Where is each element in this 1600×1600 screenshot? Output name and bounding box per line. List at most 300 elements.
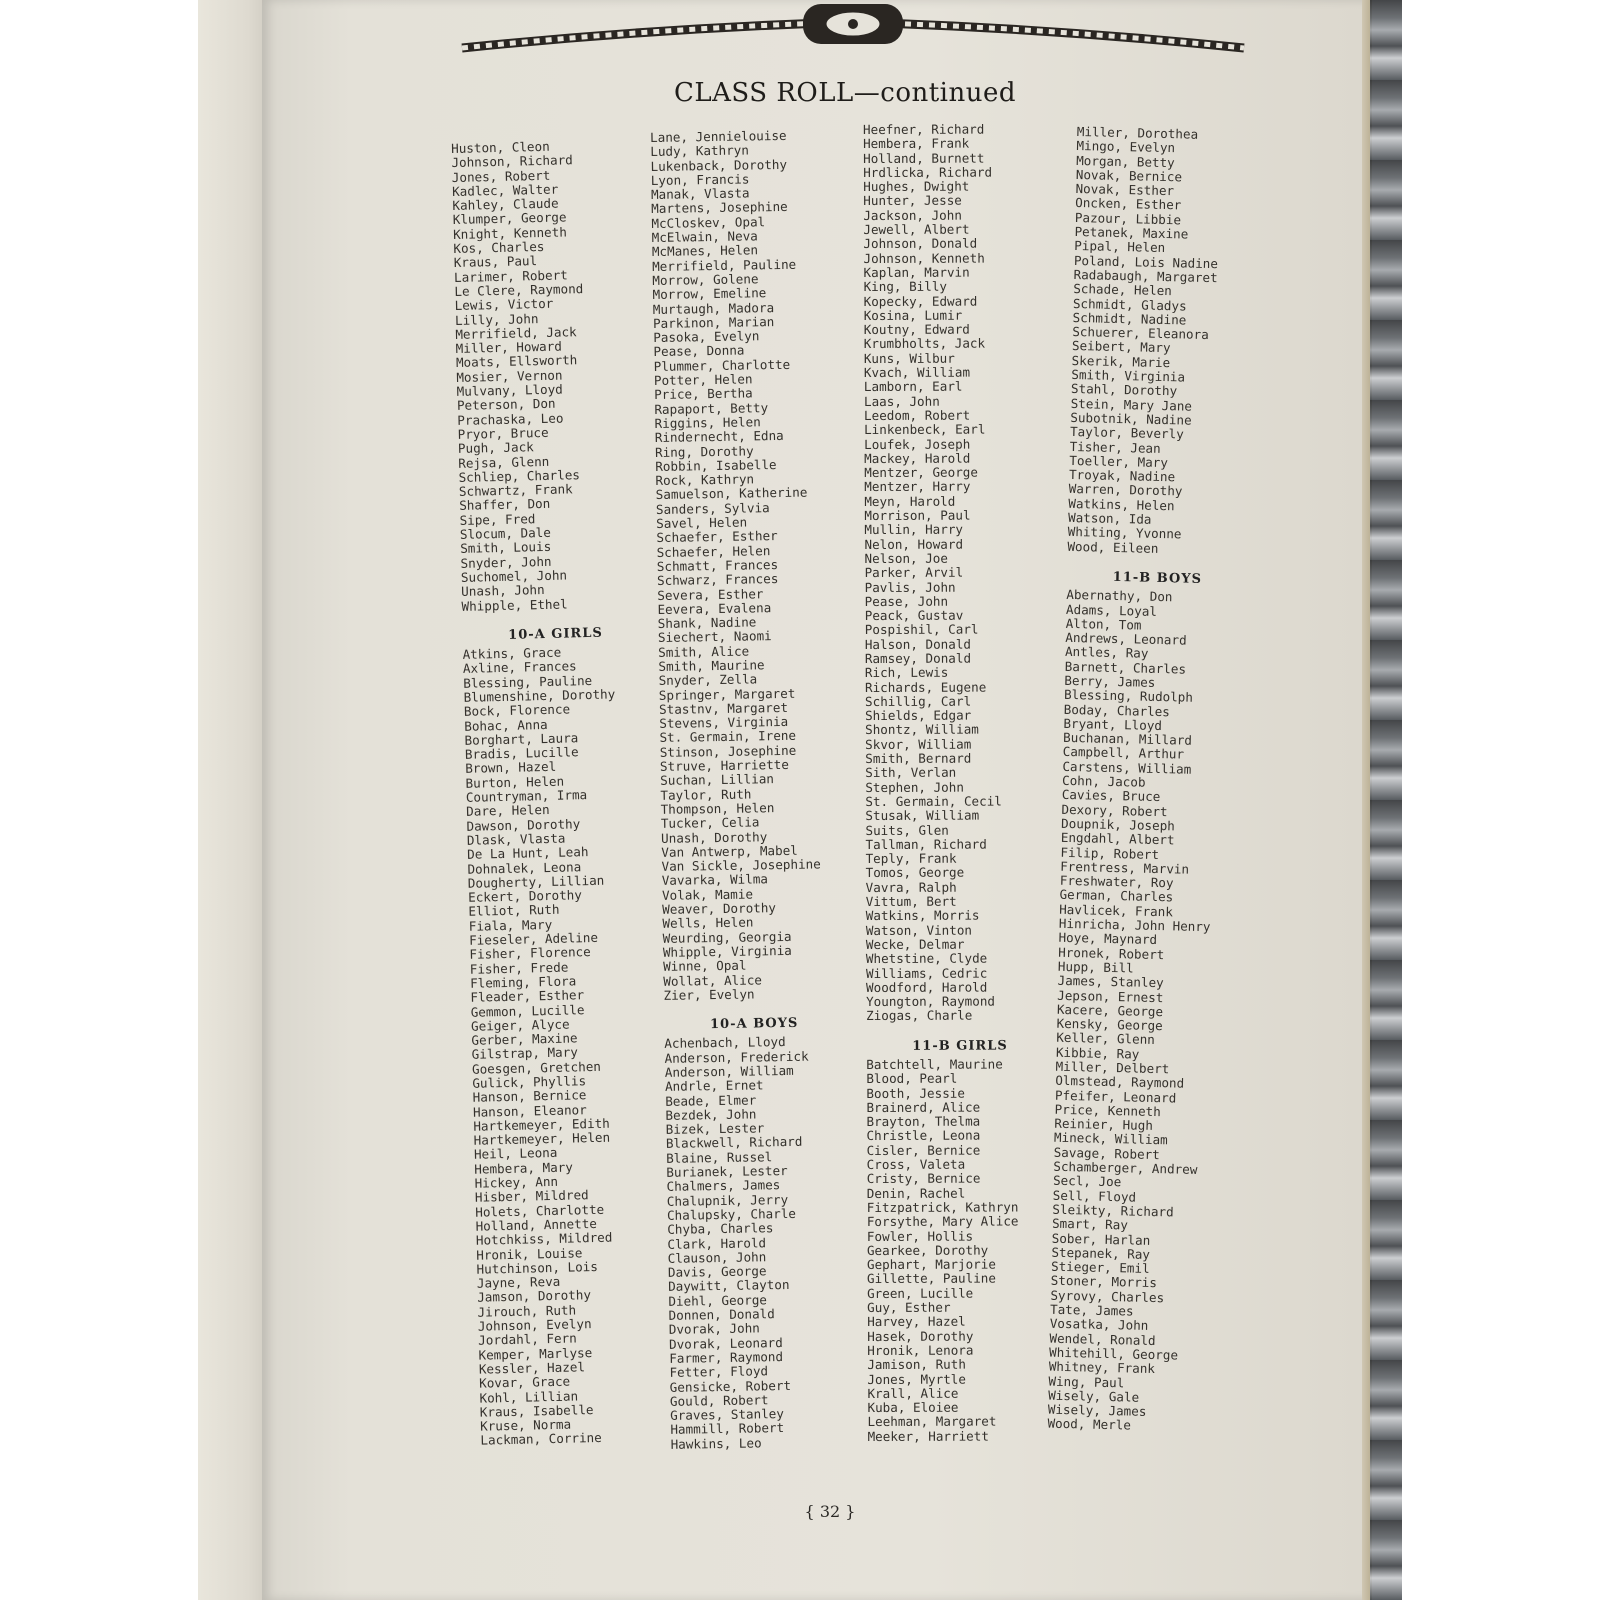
student-name: Leedom, Robert	[863, 407, 971, 423]
student-name: Kraus, Paul	[453, 253, 538, 271]
student-name: Williams, Cedric	[865, 965, 988, 981]
student-name: Hammill, Robert	[670, 1420, 785, 1438]
student-name: Unash, Dorothy	[660, 828, 768, 846]
student-name: Lukenback, Dorothy	[650, 156, 788, 174]
student-name: Alton, Tom	[1065, 615, 1142, 633]
student-name: Vavra, Ralph	[865, 879, 957, 895]
student-name: Stepanek, Ray	[1051, 1244, 1151, 1262]
student-name: Schwartz, Frank	[458, 481, 573, 500]
student-name: Hanson, Eleanor	[472, 1101, 587, 1120]
student-name: Dohnalek, Leona	[467, 858, 582, 877]
student-name: Lyon, Francis	[650, 171, 750, 188]
student-name: Schmidt, Nadine	[1072, 309, 1187, 328]
student-name: Burianek, Lester	[666, 1163, 788, 1180]
student-name: Pryor, Bruce	[457, 424, 549, 442]
student-name: Stastnv, Margaret	[658, 699, 789, 717]
student-name: Hutchinson, Lois	[476, 1258, 599, 1277]
student-name: Whetstine, Clyde	[865, 950, 988, 967]
student-name: Hronik, Lenora	[867, 1342, 974, 1358]
student-name: Struve, Harriette	[659, 756, 789, 774]
student-name: Hembera, Mary	[474, 1159, 574, 1177]
student-name: Stevens, Virginia	[659, 714, 789, 732]
student-name: Schuerer, Eleanora	[1072, 324, 1209, 343]
student-name: Freshwater, Roy	[1059, 872, 1174, 891]
student-name: Pfeifer, Leonard	[1054, 1087, 1177, 1106]
student-name: Suits, Glen	[865, 822, 949, 838]
student-name: Lamborn, Earl	[863, 378, 963, 395]
student-name: Wood, Eileen	[1067, 538, 1159, 556]
section-heading: 11-B BOYS	[1112, 569, 1203, 587]
student-name: Kosina, Lumir	[863, 307, 963, 323]
student-name: Van Antwerp, Mabel	[661, 842, 798, 860]
student-name: Tate, James	[1049, 1301, 1134, 1319]
student-name: Loufek, Joseph	[864, 436, 971, 452]
student-name: Riggins, Helen	[654, 414, 761, 431]
student-name: Kacere, George	[1056, 1001, 1164, 1019]
student-name: Schwarz, Frances	[656, 571, 779, 589]
student-name: Kuba, Eloiee	[867, 1399, 959, 1416]
student-name: Stieger, Emil	[1050, 1258, 1150, 1277]
student-name: Schillig, Carl	[864, 693, 972, 709]
student-name: Stusak, William	[865, 807, 980, 824]
student-name: Denin, Rachel	[866, 1185, 966, 1201]
student-name: Pavlis, John	[864, 579, 956, 595]
student-name: Donnen, Donald	[668, 1306, 775, 1323]
student-name: Fitzpatrick, Kathryn	[866, 1199, 1019, 1215]
student-name: Merrifield, Pauline	[652, 256, 797, 274]
student-name: Morgan, Betty	[1076, 152, 1175, 170]
student-name: Dawson, Dorothy	[466, 815, 581, 834]
student-name: Watkins, Helen	[1068, 495, 1175, 514]
student-name: Rejsa, Glenn	[458, 453, 550, 471]
student-name: Hronik, Louise	[476, 1244, 583, 1263]
student-name: Watson, Vinton	[865, 922, 972, 938]
student-name: Brainerd, Alice	[866, 1099, 981, 1115]
student-name: Toeller, Mary	[1069, 452, 1169, 470]
student-name: Smith, Maurine	[658, 657, 765, 674]
student-name: Hasek, Dorothy	[867, 1328, 974, 1344]
student-name: Ramsey, Donald	[864, 650, 972, 666]
student-name: Tomos, George	[865, 865, 965, 881]
student-name: Doupnik, Joseph	[1060, 815, 1176, 834]
student-name: Holland, Burnett	[863, 150, 985, 166]
page-number: { 32 }	[804, 1502, 856, 1521]
student-name: Fisher, Frede	[469, 959, 569, 977]
student-name: Miller, Dorothea	[1076, 124, 1199, 142]
student-name: Kos, Charles	[453, 238, 545, 257]
student-name: Petanek, Maxine	[1074, 224, 1189, 242]
student-name: Shontz, William	[865, 722, 979, 738]
student-name: Heefner, Richard	[862, 121, 985, 137]
student-name: Schade, Helen	[1073, 281, 1173, 299]
student-name: Hartkemeyer, Helen	[473, 1129, 611, 1148]
student-name: Syrovy, Charles	[1050, 1287, 1165, 1306]
student-name: McElwain, Neva	[651, 228, 758, 246]
student-name: Morrison, Paul	[864, 507, 971, 524]
student-name: McManes, Helen	[651, 242, 759, 260]
student-name: Reinier, Hugh	[1054, 1115, 1154, 1134]
student-name: Mullin, Harry	[864, 521, 964, 538]
student-name: Eckert, Dorothy	[467, 887, 583, 905]
student-name: Dlask, Vlasta	[466, 830, 566, 848]
student-name: Bizek, Lester	[665, 1120, 765, 1138]
student-name: Miller, Howard	[455, 338, 562, 357]
student-name: Antles, Ray	[1064, 644, 1149, 662]
student-name: Hartkemeyer, Edith	[473, 1115, 610, 1134]
student-name: Andrews, Leonard	[1065, 629, 1187, 648]
student-name: Chalmers, James	[666, 1177, 781, 1195]
student-name: Kruse, Norma	[479, 1416, 572, 1434]
student-name: Hickey, Ann	[474, 1173, 559, 1191]
student-name: Cohn, Jacob	[1061, 772, 1146, 790]
student-name: Blaine, Russel	[666, 1148, 773, 1166]
student-name: Cisler, Bernice	[866, 1142, 981, 1158]
student-name: Kibbie, Ray	[1055, 1044, 1140, 1062]
student-name: Murtaugh, Madora	[652, 299, 775, 317]
student-name: Dare, Helen	[466, 802, 550, 820]
student-name: Klumper, George	[452, 209, 567, 228]
student-name: Stein, Mary Jane	[1070, 395, 1193, 414]
student-name: Moats, Ellsworth	[455, 352, 578, 371]
rope-ornament	[458, 0, 1248, 62]
student-name: Nelon, Howard	[864, 536, 964, 552]
student-name: Winne, Opal	[663, 957, 747, 975]
student-name: Dvorak, Leonard	[668, 1334, 783, 1352]
student-name: Blackwell, Richard	[665, 1134, 803, 1152]
student-name: Shank, Nadine	[657, 614, 757, 632]
student-name: Gephart, Marjorie	[866, 1256, 996, 1273]
student-name: Gould, Robert	[669, 1392, 769, 1409]
student-name: Johnson, Richard	[451, 152, 573, 171]
student-name: Schamberger, Andrew	[1053, 1158, 1198, 1178]
student-name: Anderson, William	[664, 1062, 794, 1080]
student-name: Fiala, Mary	[468, 916, 553, 934]
student-name: Radabaugh, Margaret	[1073, 266, 1218, 286]
student-name: Abernathy, Don	[1066, 587, 1173, 605]
student-name: Bezdek, John	[665, 1106, 757, 1123]
student-name: Dvorak, John	[668, 1320, 760, 1338]
student-name: Weurding, Georgia	[662, 928, 792, 946]
student-name: Youngton, Raymond	[866, 993, 995, 1010]
student-name: Pazour, Libbie	[1074, 209, 1182, 228]
student-name: King, Billy	[863, 278, 948, 295]
student-name: Carstens, William	[1062, 758, 1192, 777]
student-name: St. Germain, Cecil	[865, 793, 1002, 809]
student-name: Kuns, Wilbur	[863, 350, 955, 366]
student-name: Van Sickle, Josephine	[661, 856, 821, 875]
student-name: Wisely, Gale	[1048, 1387, 1140, 1405]
student-name: Morrow, Emeline	[652, 285, 767, 303]
student-name: Teply, Frank	[865, 850, 957, 867]
student-name: Smart, Ray	[1051, 1215, 1129, 1233]
student-name: Eevera, Evalena	[657, 599, 772, 617]
student-name: Price, Kenneth	[1054, 1101, 1161, 1120]
student-name: Elliot, Ruth	[468, 902, 560, 920]
student-name: Farmer, Raymond	[669, 1349, 784, 1366]
student-name: Stephen, John	[865, 779, 964, 795]
student-name: Berry, James	[1064, 672, 1156, 690]
student-name: Rindernecht, Edna	[654, 428, 784, 446]
student-name: Blumenshine, Dorothy	[463, 686, 616, 705]
student-name: Jones, Myrtle	[867, 1371, 966, 1387]
student-name: Fetter, Floyd	[669, 1363, 769, 1381]
student-name: Hoye, Maynard	[1058, 930, 1158, 948]
student-name: Wollat, Alice	[663, 971, 763, 989]
student-name: Fleader, Esther	[470, 987, 585, 1005]
student-name: Gearkee, Dorothy	[866, 1242, 989, 1258]
student-name: Tucker, Celia	[660, 814, 760, 832]
student-name: Whitehill, George	[1048, 1344, 1179, 1363]
student-name: Batchtell, Maurine	[866, 1056, 1003, 1072]
student-name: Hrdlicka, Richard	[863, 164, 993, 180]
student-name: Sleikty, Richard	[1052, 1201, 1174, 1220]
student-name: Kessler, Hazel	[478, 1359, 586, 1377]
student-name: Clark, Harold	[667, 1234, 767, 1252]
student-name: Suchan, Lillian	[660, 771, 775, 789]
student-name: Johnson, Donald	[863, 235, 978, 252]
student-name: Wecke, Delmar	[865, 936, 965, 952]
student-name: Stahl, Dorothy	[1070, 381, 1178, 399]
student-name: Slocum, Dale	[459, 524, 552, 542]
student-name: Samuelson, Katherine	[655, 484, 808, 503]
student-name: Vittum, Bert	[865, 893, 957, 910]
student-name: Jones, Robert	[451, 167, 551, 185]
student-name: Meeker, Harriett	[867, 1428, 989, 1444]
student-name: Jackson, John	[863, 207, 962, 223]
student-name: Peack, Gustav	[864, 607, 964, 624]
student-name: Nelson, Joe	[864, 550, 948, 566]
student-name: Suchomel, John	[460, 567, 568, 585]
student-name: Hughes, Dwight	[863, 178, 970, 195]
student-name: Hawkins, Leo	[670, 1435, 762, 1452]
student-name: Havlicek, Frank	[1059, 901, 1174, 920]
student-name: Linkenbeck, Earl	[864, 421, 986, 438]
student-name: Atkins, Grace	[462, 644, 562, 662]
student-name: Vosatka, John	[1049, 1316, 1149, 1334]
student-name: Knight, Kenneth	[452, 224, 567, 242]
student-name: Whiting, Yvonne	[1067, 524, 1182, 542]
student-name: Skvor, William	[865, 736, 972, 752]
student-name: Burton, Helen	[465, 773, 565, 791]
student-name: Smith, Virginia	[1071, 366, 1186, 385]
section-heading: 10-A BOYS	[709, 1015, 799, 1033]
student-name: Hronek, Robert	[1058, 944, 1165, 962]
student-name: Daywitt, Clayton	[668, 1277, 790, 1295]
student-name: Diehl, George	[668, 1292, 768, 1309]
student-name: Johnson, Evelyn	[477, 1316, 592, 1334]
student-name: Clauson, John	[667, 1249, 767, 1266]
student-name: Schaefer, Esther	[656, 528, 778, 546]
student-name: Secl, Joe	[1052, 1173, 1122, 1190]
student-name: Schmatt, Frances	[656, 556, 779, 574]
student-name: Price, Bertha	[654, 385, 753, 403]
student-name: Snyder, Zella	[658, 671, 758, 689]
student-name: Fowler, Hollis	[866, 1228, 974, 1244]
student-name: Gensicke, Robert	[669, 1377, 792, 1395]
student-name: Novak, Esther	[1075, 181, 1175, 199]
student-name: Pease, Donna	[653, 342, 745, 360]
student-name: Peterson, Don	[456, 396, 556, 414]
student-name: Brayton, Thelma	[866, 1113, 981, 1130]
student-name: Krumbholts, Jack	[863, 336, 986, 352]
student-name: Mackey, Harold	[864, 450, 971, 466]
student-name: Kovar, Grace	[479, 1373, 571, 1391]
student-name: Graves, Stanley	[670, 1406, 785, 1423]
student-name: Le Clere, Raymond	[454, 281, 584, 299]
student-name: Fisher, Florence	[469, 944, 591, 963]
student-name: Bradis, Lucille	[464, 744, 579, 763]
student-name: Booth, Jessie	[866, 1085, 965, 1101]
student-name: Olmstead, Raymond	[1055, 1073, 1185, 1091]
student-name: Severa, Esther	[657, 585, 764, 603]
student-name: Stinson, Josephine	[659, 742, 797, 760]
student-name: Watson, Ida	[1067, 509, 1152, 527]
student-name: Savel, Helen	[656, 514, 748, 531]
student-name: Robbin, Isabelle	[655, 456, 777, 474]
student-name: Lackman, Corrine	[480, 1430, 602, 1449]
student-name: Chalupnik, Jerry	[666, 1191, 789, 1209]
student-name: Wing, Paul	[1048, 1373, 1125, 1390]
student-name: Shields, Edgar	[865, 707, 972, 724]
student-name: Unash, John	[461, 582, 545, 600]
student-name: Hupp, Bill	[1057, 958, 1134, 976]
student-name: Hunter, Jesse	[863, 193, 962, 209]
section-heading: 11-B GIRLS	[912, 1038, 1008, 1054]
student-name: Kemper, Marlyse	[478, 1344, 593, 1363]
student-name: Johnson, Kenneth	[863, 250, 985, 266]
student-name: Tallman, Richard	[865, 836, 987, 852]
student-name: St. Germain, Irene	[659, 728, 797, 746]
student-name: Halson, Donald	[864, 636, 972, 652]
student-name: Bock, Florence	[463, 701, 571, 720]
student-name: Siechert, Naomi	[657, 628, 772, 646]
student-name: Springer, Margaret	[658, 685, 796, 703]
student-name: Kraus, Isabelle	[479, 1401, 594, 1420]
student-name: Rich, Lewis	[864, 664, 949, 681]
student-name: Skerik, Marie	[1071, 352, 1171, 370]
student-name: Holland, Annette	[475, 1215, 598, 1234]
student-name: Axline, Frances	[462, 658, 577, 677]
student-name: Blood, Pearl	[866, 1070, 958, 1087]
student-name: Pugh, Jack	[457, 439, 534, 457]
student-name: Prachaska, Leo	[457, 410, 564, 428]
student-name: Vavarka, Wilma	[661, 871, 769, 889]
student-name: Jepson, Ernest	[1057, 987, 1164, 1005]
student-name: Huston, Cleon	[450, 138, 550, 156]
student-name: Mosier, Vernon	[456, 367, 563, 385]
student-name: Plummer, Charlotte	[653, 356, 791, 374]
student-name: Jayne, Reva	[476, 1273, 561, 1291]
student-name: Goesgen, Gretchen	[471, 1058, 602, 1077]
student-name: Whitney, Frank	[1048, 1358, 1156, 1377]
student-name: Ring, Dorothy	[654, 442, 754, 460]
student-name: Volak, Mamie	[661, 886, 754, 903]
student-name: Smith, Louis	[460, 539, 552, 557]
student-name: Filip, Robert	[1060, 844, 1160, 862]
student-name: Kopecky, Edward	[863, 293, 978, 309]
student-name: Meyn, Harold	[864, 493, 956, 509]
student-name: Wisely, James	[1047, 1401, 1147, 1420]
student-name: Morrow, Golene	[652, 271, 759, 288]
student-name: Brown, Hazel	[465, 759, 557, 777]
student-name: Savage, Robert	[1053, 1144, 1160, 1162]
student-name: Snyder, John	[460, 553, 552, 571]
student-name: Achenbach, Lloyd	[664, 1034, 786, 1052]
student-name: Kadlec, Walter	[451, 181, 559, 199]
student-name: Leehman, Margaret	[867, 1413, 997, 1430]
student-name: Cross, Valeta	[866, 1156, 966, 1173]
student-name: Oncken, Esther	[1075, 195, 1182, 213]
student-name: Davis, George	[667, 1263, 767, 1281]
student-name: Mingo, Evelyn	[1076, 138, 1176, 156]
student-name: Ziogas, Charle	[866, 1008, 973, 1024]
student-name: James, Stanley	[1057, 973, 1164, 991]
student-name: Smith, Alice	[658, 643, 750, 660]
student-name: Blessing, Rudolph	[1063, 687, 1194, 706]
student-name: Rapaport, Betty	[654, 399, 769, 417]
student-name: Hanson, Bernice	[472, 1087, 587, 1106]
student-name: Bohac, Anna	[464, 716, 548, 734]
student-name: Schaefer, Helen	[656, 542, 771, 560]
student-name: Sith, Verlan	[865, 765, 957, 781]
student-name: Fleming, Flora	[469, 973, 577, 991]
student-name: Gilstrap, Mary	[471, 1044, 579, 1063]
page-title: CLASS ROLL—continued	[673, 78, 1017, 108]
student-name: Whipple, Virginia	[662, 942, 792, 960]
student-name: Schmidt, Gladys	[1072, 295, 1187, 314]
student-name: Chalupsky, Charle	[666, 1205, 797, 1223]
student-name: De La Hunt, Leah	[467, 844, 589, 863]
student-name: Whipple, Ethel	[461, 595, 568, 614]
student-name: Kahley, Claude	[452, 195, 559, 214]
student-name: Potter, Helen	[653, 371, 753, 389]
student-name: Sober, Harlan	[1051, 1230, 1151, 1248]
student-name: Woodford, Harold	[865, 979, 988, 995]
student-name: Rock, Kathryn	[655, 471, 755, 489]
student-name: Watkins, Morris	[865, 907, 980, 924]
student-name: Cristy, Bernice	[866, 1170, 981, 1187]
student-name: Mineck, William	[1053, 1130, 1168, 1148]
student-name: Holets, Charlotte	[475, 1201, 605, 1220]
student-name: McCloskev, Opal	[651, 213, 766, 231]
student-name: Lane, Jennielouise	[649, 127, 787, 145]
student-name: Andrle, Ernet	[664, 1077, 764, 1095]
section-heading: 10-A GIRLS	[508, 625, 603, 643]
student-name: Borghart, Laura	[464, 730, 579, 748]
student-name: Bryant, Lloyd	[1063, 715, 1163, 733]
student-name: Subotnik, Nadine	[1070, 409, 1192, 428]
student-name: Gerber, Maxine	[471, 1030, 578, 1048]
student-name: Blessing, Pauline	[463, 672, 593, 691]
student-name: Chyba, Charles	[667, 1220, 774, 1238]
student-name: Manak, Vlasta	[650, 185, 750, 203]
student-name: Zier, Evelyn	[663, 986, 755, 1003]
student-name: Gillette, Pauline	[867, 1270, 996, 1287]
student-name: Pasoka, Evelyn	[653, 328, 760, 346]
student-name: German, Charles	[1059, 887, 1174, 905]
student-name: Geiger, Alyce	[470, 1016, 570, 1034]
student-name: Merrifield, Jack	[455, 324, 577, 342]
student-name: Barnett, Charles	[1064, 658, 1187, 677]
student-name: Jewell, Albert	[863, 221, 970, 238]
student-name: Countryman, Irma	[465, 787, 588, 805]
student-name: Thompson, Helen	[660, 800, 775, 817]
student-name: Anderson, Frederick	[664, 1048, 809, 1066]
student-name: Keller, Glenn	[1056, 1030, 1156, 1048]
student-name: Kvach, William	[863, 364, 971, 381]
student-name: Weaver, Dorothy	[662, 900, 777, 917]
student-name: Richards, Eugene	[864, 679, 987, 695]
